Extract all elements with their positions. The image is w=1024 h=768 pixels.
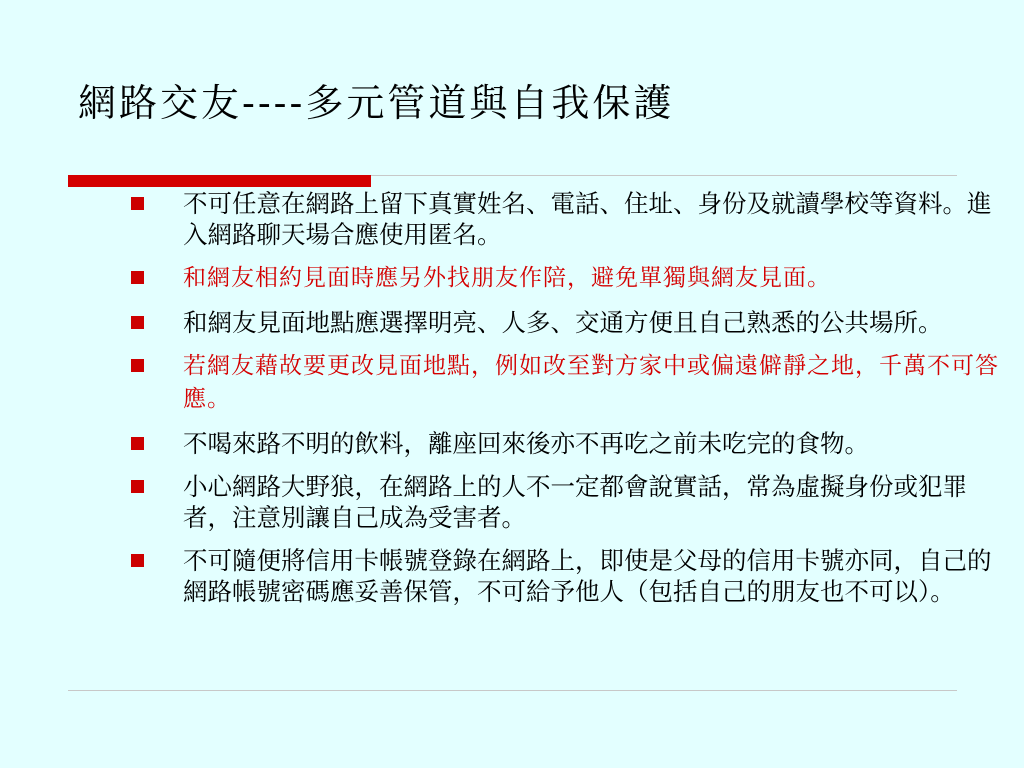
bullet-item xyxy=(128,262,1008,295)
bullet-item xyxy=(128,350,1008,416)
bullet-item xyxy=(128,188,1008,250)
square-bullet-icon xyxy=(131,316,144,329)
square-bullet-icon xyxy=(131,437,144,450)
square-bullet-icon xyxy=(131,554,144,567)
square-bullet-icon xyxy=(131,480,144,493)
bullet-text: 不可隨便將信用卡帳號登錄在網路上，即使是父母的信用卡號亦同，自己的網路帳號密碼應妥善保管，不可給予他人（包括自己的朋友也不可以）。 xyxy=(183,546,992,606)
bullet-item xyxy=(128,307,1008,338)
bullet-item xyxy=(128,545,1008,607)
bullet-list xyxy=(128,188,1008,619)
bullet-text-highlighted: 若網友藉故要更改見面地點，例如改至對方家中或偏遠僻靜之地，千萬不可答應。 xyxy=(183,353,999,412)
bullet-text: 不喝來路不明的飲料，離座回來後亦不再吃之前未吃完的食物。 xyxy=(183,429,869,458)
bullet-item xyxy=(128,471,1008,533)
bullet-item xyxy=(128,428,1008,459)
footer-divider xyxy=(68,690,957,691)
square-bullet-icon xyxy=(131,271,144,284)
bullet-text: 不可任意在網路上留下真實姓名、電話、住址、身份及就讀學校等資料。進入網路聊天場合應使用匿名。 xyxy=(183,189,992,249)
slide-title: 網路交友----多元管道與自我保護 xyxy=(78,81,675,125)
bullet-text: 和網友見面地點應選擇明亮、人多、交通方便且自己熟悉的公共場所。 xyxy=(183,308,943,337)
title-underline-grey xyxy=(371,175,957,176)
square-bullet-icon xyxy=(131,359,144,372)
square-bullet-icon xyxy=(131,197,144,210)
bullet-text: 小心網路大野狼，在網路上的人不一定都會說實話，常為虛擬身份或犯罪者，注意別讓自己成為受害者。 xyxy=(183,472,967,532)
title-underline-red xyxy=(68,175,371,187)
bullet-text-highlighted: 和網友相約見面時應另外找朋友作陪，避免單獨與網友見面。 xyxy=(183,265,831,291)
